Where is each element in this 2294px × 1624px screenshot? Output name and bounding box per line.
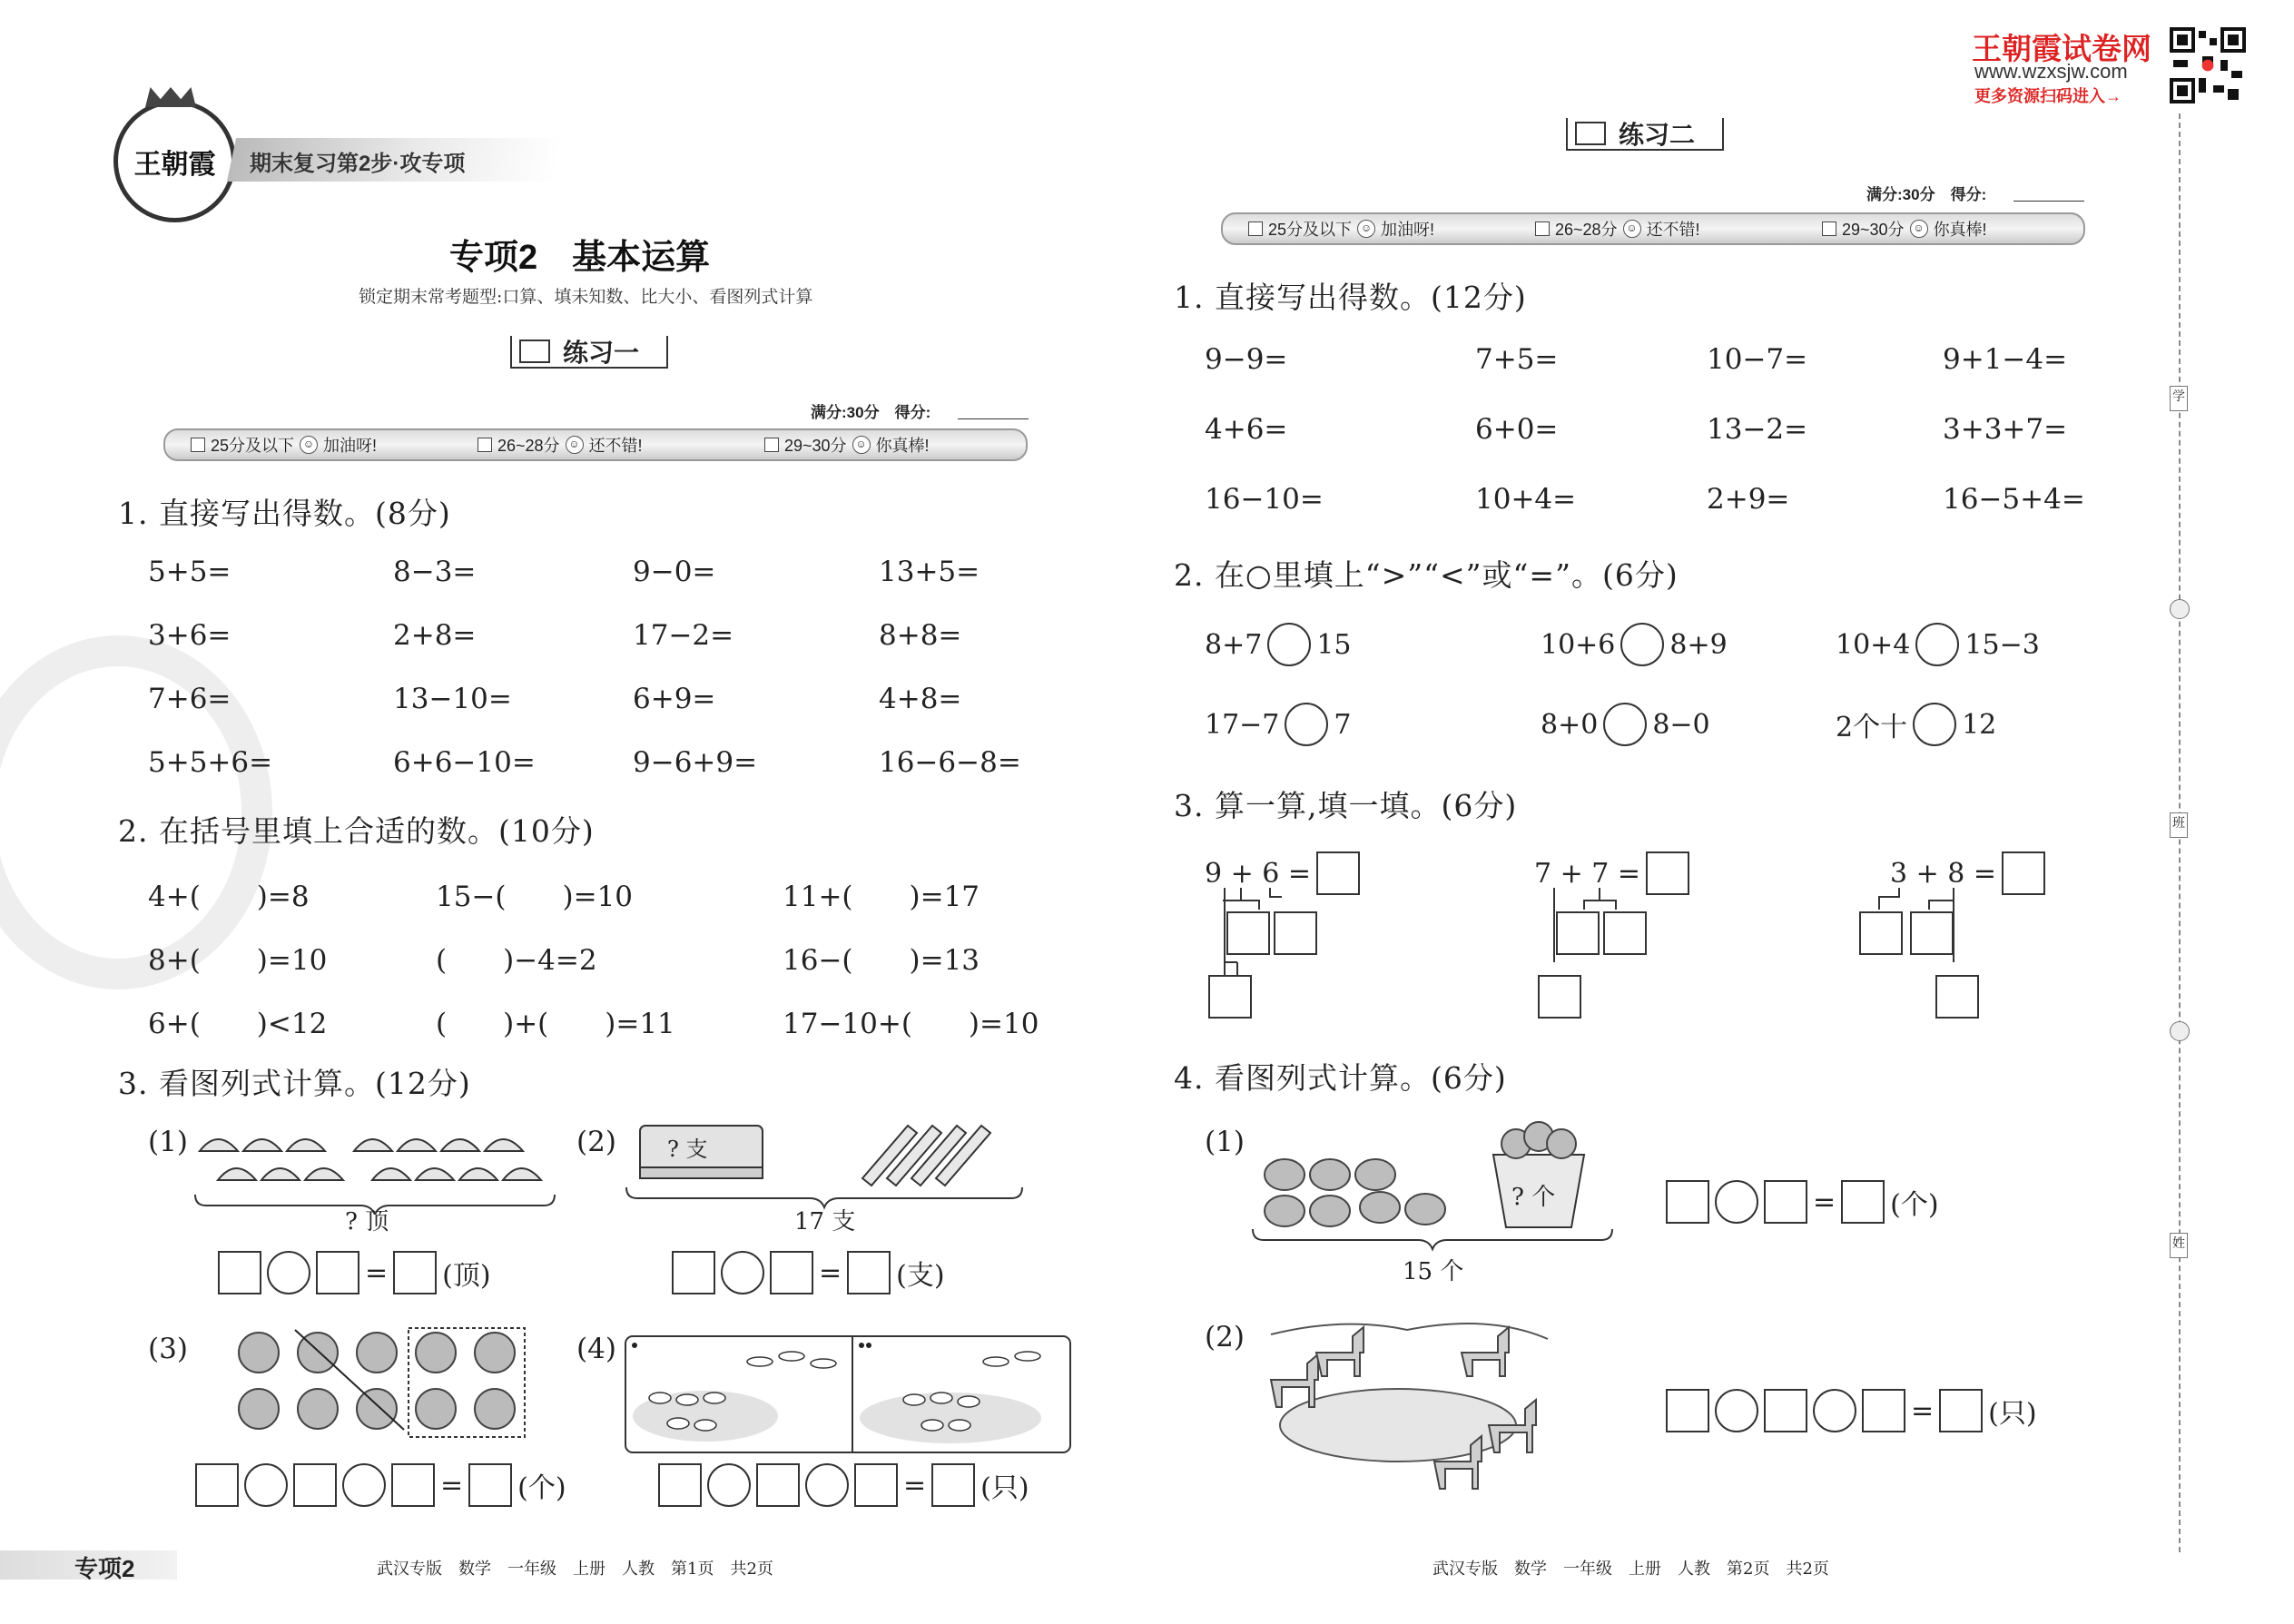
calc-item: 9−6+9= xyxy=(633,746,758,779)
score-underline xyxy=(2013,201,2084,202)
smiley-icon: ☺ xyxy=(566,436,584,454)
basket-label: ? 个 xyxy=(1511,1184,1556,1211)
rating-range: 29~30分 xyxy=(1842,221,1905,239)
rating-msg: 加油呀! xyxy=(1381,221,1435,239)
page-footer: 武汉专版 数学 一年级 上册 人教 第1页 共2页 xyxy=(377,1560,773,1579)
compare-circle[interactable] xyxy=(1620,623,1664,666)
brace-label: ? 顶 xyxy=(345,1208,389,1235)
fill-item: 16−( )=13 xyxy=(783,944,980,977)
equation-row: = (只) xyxy=(658,1463,1029,1507)
ducks-illustration xyxy=(624,1334,1073,1457)
rating-range: 25分及以下 xyxy=(1268,221,1353,239)
rating-seg xyxy=(739,430,1026,459)
brand-logo xyxy=(113,100,236,222)
calc-item: 8+8= xyxy=(879,619,962,652)
fill-item: 6+( )<12 xyxy=(148,1008,328,1040)
site-name: 王朝霞试卷网 xyxy=(1972,32,2151,65)
rating-bar xyxy=(1221,212,2085,245)
answer-box[interactable] xyxy=(1910,911,1954,955)
rating-checkbox[interactable] xyxy=(478,438,492,452)
binding-marker: 姓 xyxy=(2170,1233,2188,1258)
part-label: (3) xyxy=(148,1333,188,1365)
calc-item: 6+6−10= xyxy=(393,746,536,779)
compare-right: 8+9 xyxy=(1669,628,1728,661)
compare-right: 8−0 xyxy=(1652,708,1710,741)
rating-checkbox[interactable] xyxy=(1822,221,1836,236)
page-footer: 武汉专版 数学 一年级 上册 人教 第2页 共2页 xyxy=(1433,1560,1829,1579)
calc-item: 2+9= xyxy=(1707,483,1790,516)
compare-left: 17−7 xyxy=(1205,708,1280,741)
deer-pond-illustration xyxy=(1253,1316,1570,1511)
calc-item: 16−5+4= xyxy=(1943,483,2085,516)
calc-item: 13−2= xyxy=(1707,413,1808,446)
answer-box[interactable] xyxy=(1666,1180,1709,1224)
compare-right: 7 xyxy=(1334,708,1352,741)
answer-box[interactable] xyxy=(847,1251,891,1294)
answer-box[interactable] xyxy=(393,1251,437,1294)
rating-msg: 还不错! xyxy=(588,437,643,455)
answer-box[interactable] xyxy=(1935,975,1979,1019)
smiley-icon: ☺ xyxy=(852,436,871,454)
notebook-icon xyxy=(1575,122,1606,145)
equation-row: = (支) xyxy=(672,1251,945,1294)
notebook-icon xyxy=(519,340,550,363)
equation-row: = (顶) xyxy=(218,1251,491,1294)
operator-circle[interactable] xyxy=(1715,1389,1758,1432)
compare-right: 15−3 xyxy=(1964,628,2040,661)
section-header-1 xyxy=(510,336,668,369)
answer-box[interactable] xyxy=(218,1251,261,1294)
qr-code-icon xyxy=(2170,27,2246,103)
compare-item xyxy=(1541,703,1710,746)
question-title: 4. 看图列式计算。(6分) xyxy=(1174,1060,1507,1096)
decompose-text: 3 + 8 = xyxy=(1890,857,1997,890)
calc-item: 17−2= xyxy=(633,619,734,652)
fill-item: 17−10+( )=10 xyxy=(783,1008,1039,1040)
rating-checkbox[interactable] xyxy=(764,438,779,452)
answer-box[interactable] xyxy=(1666,1389,1709,1432)
unit-label: (只) xyxy=(1988,1398,2037,1430)
compare-circle[interactable] xyxy=(1603,703,1647,746)
corner-tag: 专项2 xyxy=(74,1555,135,1582)
answer-box[interactable] xyxy=(293,1463,337,1507)
rating-msg: 你真棒! xyxy=(1933,221,1987,239)
operator-circle[interactable] xyxy=(721,1251,764,1294)
answer-box[interactable] xyxy=(1841,1180,1885,1224)
answer-box[interactable] xyxy=(756,1463,800,1507)
rating-checkbox[interactable] xyxy=(1535,221,1550,236)
answer-box[interactable] xyxy=(316,1251,359,1294)
calc-item: 6+9= xyxy=(633,683,716,715)
operator-circle[interactable] xyxy=(244,1463,288,1507)
answer-box[interactable] xyxy=(1274,911,1317,955)
part-label: (1) xyxy=(1205,1126,1245,1158)
calc-item: 5+5+6= xyxy=(148,746,273,779)
answer-box[interactable] xyxy=(658,1463,702,1507)
answer-box[interactable] xyxy=(1764,1389,1807,1432)
operator-circle[interactable] xyxy=(1715,1180,1758,1224)
rating-seg xyxy=(1223,214,1510,243)
question-title: 3. 算一算,填一填。(6分) xyxy=(1174,788,1518,823)
answer-box[interactable] xyxy=(672,1251,715,1294)
calc-item: 7+5= xyxy=(1475,343,1559,376)
part-label: (2) xyxy=(576,1126,616,1158)
equation-row: = (个) xyxy=(1666,1180,1939,1224)
fill-item: ( )+( )=11 xyxy=(436,1008,675,1040)
compare-circle[interactable] xyxy=(1267,623,1311,666)
calc-item: 3+3+7= xyxy=(1943,413,2068,446)
section-header-2 xyxy=(1566,118,1724,151)
calc-item: 3+6= xyxy=(148,619,231,652)
compare-left: 10+4 xyxy=(1836,628,1911,661)
section-label: 练习一 xyxy=(563,339,640,367)
fill-item: ( )−4=2 xyxy=(436,944,597,977)
apples-illustration xyxy=(231,1325,536,1443)
hats-illustration xyxy=(191,1124,563,1215)
answer-box[interactable] xyxy=(1556,911,1600,955)
page-title: 专项2 基本运算 xyxy=(449,239,711,277)
rating-seg xyxy=(452,430,739,459)
calc-item: 6+0= xyxy=(1475,413,1559,446)
compare-left: 2个十 xyxy=(1836,712,1908,743)
answer-box[interactable] xyxy=(854,1463,898,1507)
binding-hole xyxy=(2170,1021,2190,1041)
logo-crown-icon xyxy=(145,87,196,107)
calc-item: 5+5= xyxy=(148,556,231,588)
decompose-text: 9 + 6 = xyxy=(1205,857,1312,890)
part-label: (2) xyxy=(1205,1321,1245,1353)
decompose-text: 7 + 7 = xyxy=(1534,857,1641,890)
answer-box[interactable] xyxy=(1603,911,1647,955)
compare-item xyxy=(1205,623,1352,666)
calc-item: 4+8= xyxy=(879,683,962,715)
brace-label: 15 个 xyxy=(1403,1258,1464,1285)
calc-item: 8−3= xyxy=(393,556,477,588)
section-label: 练习二 xyxy=(1619,121,1696,149)
smiley-icon: ☺ xyxy=(300,436,318,454)
answer-box[interactable] xyxy=(468,1463,512,1507)
rating-seg xyxy=(1510,214,1797,243)
compare-left: 8+0 xyxy=(1541,708,1599,741)
compare-item xyxy=(1205,703,1352,746)
equation-row: = (只) xyxy=(1666,1389,2037,1432)
smiley-icon: ☺ xyxy=(1910,220,1928,238)
compare-left: 8+7 xyxy=(1205,628,1263,661)
site-hint: 更多资源扫码进入→ xyxy=(1974,87,2122,105)
question-title: 1. 直接写出得数。(12分) xyxy=(1174,280,1527,315)
fill-item: 11+( )=17 xyxy=(783,881,980,913)
rating-range: 29~30分 xyxy=(784,437,847,455)
question-title: 2. 在括号里填上合适的数。(10分) xyxy=(118,813,595,849)
score-underline xyxy=(958,418,1029,419)
rating-msg: 你真棒! xyxy=(875,437,930,455)
rating-msg: 加油呀! xyxy=(323,437,378,455)
calc-item: 4+6= xyxy=(1205,413,1288,446)
calc-item: 10+4= xyxy=(1475,483,1577,516)
calc-item: 9−9= xyxy=(1205,343,1288,376)
operator-circle[interactable] xyxy=(805,1463,849,1507)
pencil-box-label: ? 支 xyxy=(667,1137,708,1162)
operator-circle[interactable] xyxy=(707,1463,751,1507)
decompose-item xyxy=(1852,851,2052,1024)
rating-range: 26~28分 xyxy=(1555,221,1618,239)
answer-box[interactable] xyxy=(1862,1389,1905,1432)
calc-item: 13+5= xyxy=(879,556,980,588)
compare-circle[interactable] xyxy=(1285,703,1328,746)
rating-seg xyxy=(1797,214,2083,243)
calc-item: 16−10= xyxy=(1205,483,1324,516)
fill-item: 8+( )=10 xyxy=(148,944,328,977)
calc-item: 2+8= xyxy=(393,619,477,652)
decompose-item xyxy=(1534,851,1716,1024)
calc-item: 10−7= xyxy=(1707,343,1808,376)
operator-circle[interactable] xyxy=(267,1251,310,1294)
rating-bar xyxy=(163,428,1028,461)
rating-checkbox[interactable] xyxy=(191,438,205,452)
smiley-icon: ☺ xyxy=(1357,220,1375,238)
question-title: 2. 在○里填上“>”“<”或“=”。(6分) xyxy=(1174,557,1679,593)
unit-label: (顶) xyxy=(442,1260,491,1292)
compare-left: 10+6 xyxy=(1541,628,1616,661)
rating-seg xyxy=(165,430,452,459)
answer-box[interactable] xyxy=(1939,1389,1983,1432)
score-line: 满分:30分 得分: xyxy=(811,404,931,421)
step-banner-text: 期末复习第2步·攻专项 xyxy=(250,152,466,176)
rating-msg: 还不错! xyxy=(1646,221,1700,239)
fill-item: 4+( )=8 xyxy=(148,881,310,913)
operator-circle[interactable] xyxy=(1813,1389,1856,1432)
question-title: 1. 直接写出得数。(8分) xyxy=(118,496,451,531)
compare-item xyxy=(1836,703,1996,746)
answer-box[interactable] xyxy=(391,1463,435,1507)
unit-label: (只) xyxy=(980,1472,1029,1504)
part-label: (4) xyxy=(576,1333,616,1365)
compare-item xyxy=(1836,623,2040,666)
binding-marker: 学 xyxy=(2170,386,2188,411)
unit-label: (支) xyxy=(896,1260,945,1292)
question-title: 3. 看图列式计算。(12分) xyxy=(118,1066,471,1101)
answer-box[interactable] xyxy=(195,1463,239,1507)
logo-text: 王朝霞 xyxy=(133,148,216,181)
answer-box[interactable] xyxy=(931,1463,975,1507)
rating-range: 25分及以下 xyxy=(211,437,295,455)
compare-circle[interactable] xyxy=(1913,703,1956,746)
answer-box[interactable] xyxy=(1859,911,1903,955)
compare-right: 15 xyxy=(1316,628,1352,661)
calc-item: 7+6= xyxy=(148,683,231,715)
calc-item: 13−10= xyxy=(393,683,512,715)
answer-box[interactable] xyxy=(770,1251,813,1294)
calc-item: 9−0= xyxy=(633,556,716,588)
answer-box[interactable] xyxy=(1538,975,1581,1019)
operator-circle[interactable] xyxy=(342,1463,386,1507)
site-url: www.wzxsjw.com xyxy=(1974,60,2128,83)
compare-circle[interactable] xyxy=(1915,623,1959,666)
brace-label: 17 支 xyxy=(794,1208,856,1235)
rating-checkbox[interactable] xyxy=(1248,221,1263,236)
equation-row: = (个) xyxy=(195,1463,566,1507)
score-line: 满分:30分 得分: xyxy=(1866,186,1987,203)
kiwi-basket-illustration xyxy=(1248,1118,1620,1255)
answer-box[interactable] xyxy=(1226,911,1270,955)
rating-range: 26~28分 xyxy=(497,437,560,455)
decompose-item xyxy=(1205,851,1386,1024)
compare-right: 12 xyxy=(1962,708,1997,741)
compare-item xyxy=(1541,623,1728,666)
unit-label: (个) xyxy=(517,1472,566,1504)
page-subtitle: 锁定期末常考题型:口算、填未知数、比大小、看图列式计算 xyxy=(359,287,813,307)
fill-item: 15−( )=10 xyxy=(436,881,634,913)
answer-box[interactable] xyxy=(1208,975,1252,1019)
binding-marker: 班 xyxy=(2170,812,2188,838)
part-label: (1) xyxy=(148,1126,188,1158)
answer-box[interactable] xyxy=(1764,1180,1807,1224)
smiley-icon: ☺ xyxy=(1623,220,1641,238)
calc-item: 16−6−8= xyxy=(879,746,1021,779)
binding-hole xyxy=(2170,599,2190,619)
unit-label: (个) xyxy=(1890,1189,1939,1221)
calc-item: 9+1−4= xyxy=(1943,343,2068,376)
